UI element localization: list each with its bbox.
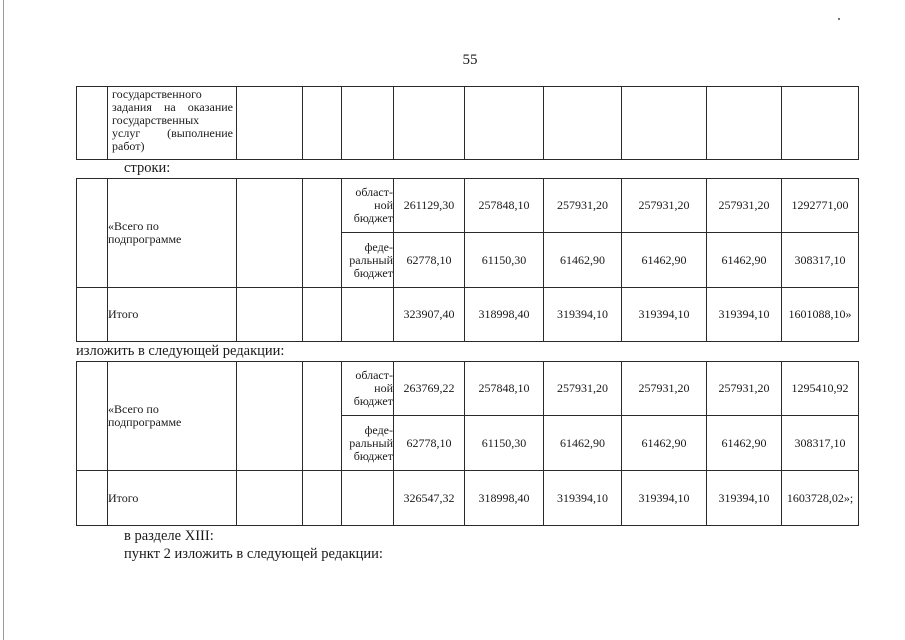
text-point: пункт 2 изложить в следующей редакции: bbox=[124, 546, 383, 562]
table2-value-federal: 308317,10 bbox=[782, 233, 859, 288]
text-new-edition: изложить в следующей редакции: bbox=[76, 343, 285, 359]
table3-value-total: 1603728,02»; bbox=[782, 471, 859, 526]
table1-cell bbox=[622, 87, 707, 160]
table3-value-federal: 61150,30 bbox=[465, 416, 544, 471]
unit-line: ральный bbox=[349, 252, 393, 267]
table2-value-federal: 61150,30 bbox=[465, 233, 544, 288]
table3-value-total: 319394,10 bbox=[544, 471, 622, 526]
table2-row-label bbox=[108, 179, 237, 288]
table2-value-total: 319394,10 bbox=[707, 288, 782, 342]
table3-value-federal: 308317,10 bbox=[782, 416, 859, 471]
table1-cell bbox=[544, 87, 622, 160]
table2-cell bbox=[303, 288, 342, 342]
table2-value-regional: 257931,20 bbox=[707, 179, 782, 233]
table3-value-regional: 257931,20 bbox=[544, 362, 622, 416]
table2-row-label-line1: «Всего по bbox=[108, 219, 159, 233]
table3-cell bbox=[303, 362, 342, 471]
table-old-lines bbox=[76, 178, 859, 342]
text-stroki: строки: bbox=[124, 160, 171, 176]
table1-description bbox=[108, 87, 237, 160]
table2-cell-num bbox=[77, 288, 108, 342]
table1-line: услуг (выполнение bbox=[112, 126, 233, 140]
table3-cell-num bbox=[77, 471, 108, 526]
table2-value-total: 318998,40 bbox=[465, 288, 544, 342]
scan-speck bbox=[838, 18, 840, 20]
unit-line: бюджет bbox=[353, 265, 393, 280]
table2-cell-num bbox=[77, 179, 108, 288]
table2-value-regional: 257931,20 bbox=[622, 179, 707, 233]
table1-cell bbox=[342, 87, 394, 160]
table1-cell bbox=[707, 87, 782, 160]
table2-value-total: 319394,10 bbox=[544, 288, 622, 342]
table2-cell bbox=[303, 179, 342, 288]
table3-value-total: 319394,10 bbox=[622, 471, 707, 526]
table3-value-regional: 257848,10 bbox=[465, 362, 544, 416]
table2-value-total: 319394,10 bbox=[622, 288, 707, 342]
unit-line: ной bbox=[374, 381, 393, 395]
unit-line: област- bbox=[355, 368, 393, 382]
scan-edge-line bbox=[3, 0, 4, 640]
table1-cell bbox=[237, 87, 303, 160]
unit-line: бюджет bbox=[353, 448, 393, 463]
table3-cell bbox=[342, 471, 394, 526]
table2-value-regional: 1292771,00 bbox=[782, 179, 859, 233]
table2-value-regional: 261129,30 bbox=[394, 179, 465, 233]
table2-unit-federal bbox=[342, 233, 394, 288]
table2-value-regional: 257931,20 bbox=[544, 179, 622, 233]
table3-value-regional: 257931,20 bbox=[622, 362, 707, 416]
table-new-lines bbox=[76, 361, 859, 526]
table3-cell bbox=[303, 471, 342, 526]
table3-cell-num bbox=[77, 362, 108, 471]
table2-value-federal: 61462,90 bbox=[707, 233, 782, 288]
table3-value-total: 318998,40 bbox=[465, 471, 544, 526]
unit-line: ральный bbox=[349, 435, 393, 450]
table2-cell bbox=[237, 288, 303, 342]
table2-cell bbox=[237, 179, 303, 288]
unit-line: феде- bbox=[364, 422, 393, 437]
table2-value-total: 323907,40 bbox=[394, 288, 465, 342]
table3-total-label: Итого bbox=[108, 471, 237, 526]
table1-cell-num bbox=[77, 87, 108, 160]
unit-line: ной bbox=[374, 198, 393, 212]
table3-value-regional: 263769,22 bbox=[394, 362, 465, 416]
unit-line: бюджет bbox=[353, 394, 393, 408]
table2-unit-regional bbox=[342, 179, 394, 233]
table2-row-label-line2: подпрограмме bbox=[108, 232, 182, 246]
table3-value-federal: 61462,90 bbox=[544, 416, 622, 471]
table1-line: государственных bbox=[112, 113, 200, 127]
table3-value-federal: 61462,90 bbox=[622, 416, 707, 471]
table3-value-total: 319394,10 bbox=[707, 471, 782, 526]
table2-value-total: 1601088,10» bbox=[782, 288, 859, 342]
table1-cell bbox=[394, 87, 465, 160]
table3-cell bbox=[237, 362, 303, 471]
text-section: в разделе XIII: bbox=[124, 528, 214, 544]
table3-value-federal: 62778,10 bbox=[394, 416, 465, 471]
table3-row-label-line2: подпрограмме bbox=[108, 415, 182, 429]
table3-value-regional: 257931,20 bbox=[707, 362, 782, 416]
table1-cell bbox=[465, 87, 544, 160]
table3-cell bbox=[237, 471, 303, 526]
table3-row-label-line1: «Всего по bbox=[108, 402, 159, 416]
table2-value-regional: 257848,10 bbox=[465, 179, 544, 233]
table2-value-federal: 62778,10 bbox=[394, 233, 465, 288]
table3-value-federal: 61462,90 bbox=[707, 416, 782, 471]
table2-total-label: Итого bbox=[108, 288, 237, 342]
unit-line: бюджет bbox=[353, 211, 393, 225]
table1-cell bbox=[782, 87, 859, 160]
table3-unit-regional bbox=[342, 362, 394, 416]
unit-line: област- bbox=[355, 185, 393, 199]
table-continuation bbox=[76, 86, 859, 160]
table3-row-label bbox=[108, 362, 237, 471]
table3-unit-federal bbox=[342, 416, 394, 471]
table1-cell bbox=[303, 87, 342, 160]
table1-line: государственного bbox=[112, 87, 202, 101]
table3-value-regional: 1295410,92 bbox=[782, 362, 859, 416]
table2-value-federal: 61462,90 bbox=[622, 233, 707, 288]
table1-line: задания на оказание bbox=[112, 100, 233, 114]
table3-value-total: 326547,32 bbox=[394, 471, 465, 526]
page-number: 55 bbox=[462, 52, 478, 68]
table2-cell bbox=[342, 288, 394, 342]
table1-line: работ) bbox=[112, 139, 145, 153]
table2-value-federal: 61462,90 bbox=[544, 233, 622, 288]
unit-line: феде- bbox=[364, 239, 393, 254]
